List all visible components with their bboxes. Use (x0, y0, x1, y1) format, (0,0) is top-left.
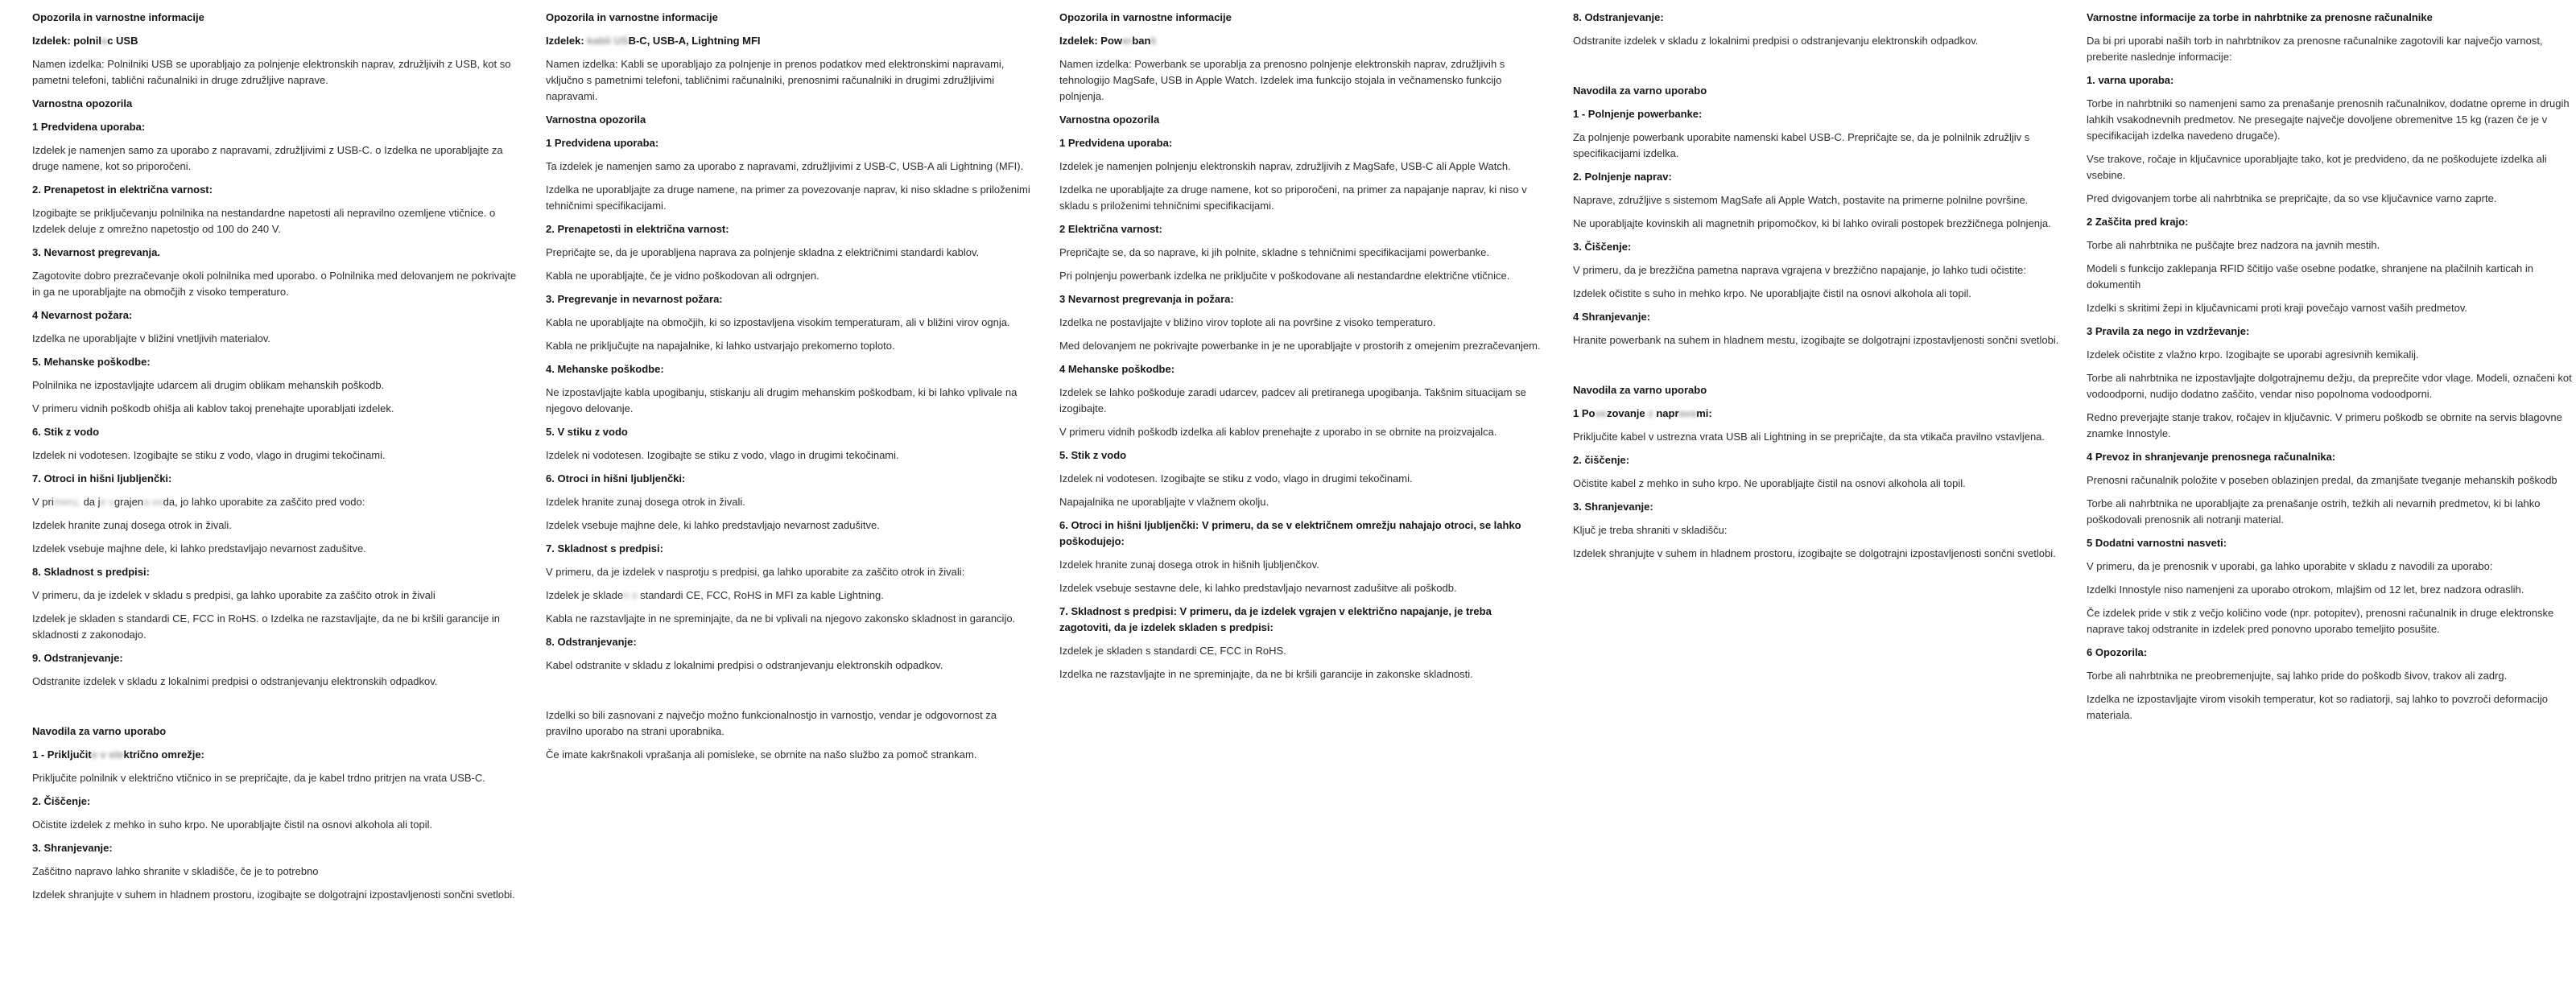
usb-charger-heading-6: 2. Prenapetost in električna varnost: (32, 183, 213, 196)
powerbank-heading-13: 4 Mehanske poškodbe: (1059, 363, 1175, 375)
laptop-bags-heading-17: 5 Dodatni varnostni nasveti: (2087, 537, 2227, 549)
powerbank-paragraph-2: Namen izdelka: Powerbank se uporablja za prenosno polnjenje elektronskih naprav, združljivih s tehnologijo MagSafe, USB in Apple Watch. Izdelek ima funkcijo stojala in večnamensko funkcijo polnjenja. (1059, 58, 1505, 102)
laptop-bags-paragraph-4: Vse trakove, ročaje in ključavnice uporabljajte tako, kot je predvideno, da ne poškodujete izdelka ali vsebine. (2087, 153, 2547, 181)
laptop-bags-paragraph-18: V primeru, da je prenosnik v uporabi, ga lahko uporabite v skladu z navodili za uporabo: (2087, 560, 2493, 572)
powerbank-heading-10: 3 Nevarnost pregrevanja in požara: (1059, 293, 1234, 305)
usb-charger-heading-12: 5. Mehanske poškodbe: (32, 356, 151, 368)
cables-paragraph-28: Če imate kakršnakoli vprašanja ali pomisleke, se obrnite na našo službo za pomoč strankam. (546, 748, 977, 761)
powerbank-heading-4: 1 Predvidena uporaba: (1059, 137, 1173, 149)
powerbank-usage-heading-16 (1573, 406, 2059, 422)
cables-paragraph-25: Kabel odstranite v skladu z lokalnimi predpisi o odstranjevanju elektronskih odpadkov. (546, 659, 943, 671)
powerbank-heading-7: 2 Električna varnost: (1059, 223, 1162, 235)
text-segment: V pri (32, 496, 54, 508)
cables-heading-0: Opozorila in varnostne informacije (546, 11, 718, 23)
laptop-bags-paragraph-11: Izdelek očistite z vlažno krpo. Izogibajte se uporabi agresivnih kemikalij. (2087, 348, 2419, 361)
laptop-bags-heading-10: 3 Pravila za nego in vzdrževanje: (2087, 325, 2250, 337)
powerbank-heading-3: Varnostna opozorila (1059, 113, 1160, 126)
cables-paragraph-11: Kabla ne uporabljajte na območjih, ki so izpostavljena visokim temperaturam, ali v bližini virov ognja. (546, 316, 1010, 328)
usb-charger-paragraph-5: Izdelek je namenjen samo za uporabo z napravami, združljivimi z USB-C. o Izdelka ne uporabljajte za druge namene, kot so priporočeni. (32, 144, 503, 172)
powerbank-usage-heading-12: 4 Shranjevanje: (1573, 311, 1651, 323)
usb-charger-paragraph-16: Izdelek ni vodotesen. Izogibajte se stiku z vodo, vlago in drugimi tekočinami. (32, 449, 386, 461)
powerbank-usage-paragraph-10: V primeru, da je brezžična pametna naprava vgrajena v brezžično napajanje, jo lahko tudi očistite: (1573, 264, 2026, 276)
cables-paragraph-14: Ne izpostavljajte kabla upogibanju, stiskanju ali drugim mehanskim poškodbam, ki bi lahko vplivale na njegovo delovanje. (546, 386, 1018, 414)
laptop-bags-paragraph-7: Torbe ali nahrbtnika ne puščajte brez nadzora na javnih mestih. (2087, 239, 2380, 251)
smudged-text-segment: a vo (143, 496, 163, 508)
text-segment: 1 - Priključit (32, 748, 92, 761)
cables-heading-15: 5. V stiku z vodo (546, 426, 628, 438)
text-segment: zovanje (1606, 407, 1649, 419)
text-segment: da j (83, 496, 101, 508)
column-usb-charger (32, 10, 518, 910)
text-segment: Izdelek: Pow (1059, 35, 1123, 47)
smudged-text-segment: e v ele (91, 748, 124, 761)
cables-paragraph-16: Izdelek ni vodotesen. Izogibajte se stiku z vodo, vlago in drugimi tekočinami. (546, 449, 899, 461)
usb-charger-heading-3: Varnostna opozorila (32, 97, 133, 109)
powerbank-usage-heading-0: 8. Odstranjevanje: (1573, 11, 1664, 23)
powerbank-paragraph-5: Izdelek je namenjen polnjenju elektronskih naprav, združljivih z MagSafe, USB-C ali Apple Watch. (1059, 160, 1511, 172)
cables-paragraph-12: Kabla ne priključujte na napajalnike, ki lahko ustvarjajo prekomerno toploto. (546, 340, 895, 352)
laptop-bags-heading-0: Varnostne informacije za torbe in nahrbtnike za prenosne računalnike (2087, 11, 2433, 23)
usb-charger-heading-21: 8. Skladnost s predpisi: (32, 566, 150, 578)
laptop-bags-paragraph-19: Izdelki Innostyle niso namenjeni za uporabo otrokom, mlajšim od 12 let, brez nadzora odraslih. (2087, 583, 2524, 596)
usb-charger-heading-17: 7. Otroci in hišni ljubljenčki: (32, 472, 172, 484)
smudged-text-segment: e (101, 35, 108, 47)
usb-charger-paragraph-33: Zaščitno napravo lahko shranite v skladišče, če je to potrebno (32, 865, 319, 877)
powerbank-usage-heading-15: Navodila za varno uporabo (1573, 384, 1707, 396)
powerbank-usage-heading-6: 2. Polnjenje naprav: (1573, 171, 1672, 183)
text-segment: Izdelek je sklade (546, 589, 624, 601)
powerbank-paragraph-20: Izdelek hranite zunaj dosega otrok in hišnih ljubljenčkov. (1059, 559, 1319, 571)
usb-charger-spacer-26 (32, 697, 518, 716)
cables-heading-4: 1 Predvidena uporaba: (546, 137, 659, 149)
powerbank-usage-paragraph-22: Izdelek shranjujte v suhem in hladnem prostoru, izogibajte se dolgotrajni izpostavljenosti sončni svetlobi. (1573, 547, 2056, 559)
smudged-text-segment: z (1648, 407, 1653, 419)
column-laptop-bags (2087, 10, 2573, 910)
usb-charger-heading-28 (32, 747, 518, 763)
cables-paragraph-23: Kabla ne razstavljajte in ne spreminjajte, da ne bi vplivali na njegovo zakonsko skladnost in garancijo. (546, 612, 1016, 625)
column-powerbank-usage (1573, 10, 2059, 910)
laptop-bags-paragraph-3: Torbe in nahrbtniki so namenjeni samo za prenašanje prenosnih računalnikov, dodatne opreme in drugih lahkih vsakodnevnih predmetov. Ne presegajte največje dovoljene obremenitve 15 kg (razen če je v specifikacijah izdelka navedeno drugače). (2087, 97, 2570, 142)
powerbank-paragraph-12: Med delovanjem ne pokrivajte powerbanke in je ne uporabljajte v prostorih z omejenim prezračevanjem. (1059, 340, 1541, 352)
cables-paragraph-21: V primeru, da je izdelek v nasprotju s predpisi, ga lahko uporabite za zaščito otrok in živali: (546, 566, 965, 578)
usb-charger-paragraph-22: V primeru, da je izdelek v skladu s predpisi, ga lahko uporabite za zaščito otrok in živali (32, 589, 436, 601)
cables-heading-20: 7. Skladnost s predpisi: (546, 542, 663, 555)
cables-paragraph-19: Izdelek vsebuje majhne dele, ki lahko predstavljajo nevarnost zadušitve. (546, 519, 880, 531)
usb-charger-heading-4: 1 Predvidena uporaba: (32, 121, 146, 133)
smudged-text-segment: kabli US (587, 35, 629, 47)
cables-paragraph-6: Izdelka ne uporabljajte za druge namene, na primer za povezovanje naprav, ki niso skladne s priloženimi tehničnimi specifikacijami. (546, 183, 1030, 212)
usb-charger-paragraph-20: Izdelek vsebuje majhne dele, ki lahko predstavljajo nevarnost zadušitve. (32, 542, 366, 555)
cables-paragraph-8: Prepričajte se, da je uporabljena naprava za polnjenje skladna z električnimi standardi kablov. (546, 246, 980, 258)
powerbank-paragraph-18: Napajalnika ne uporabljajte v vlažnem okolju. (1059, 496, 1269, 508)
powerbank-paragraph-24: Izdelka ne razstavljajte in ne spreminjajte, da ne bi kršili garancije in zakonske skladnosti. (1059, 668, 1473, 680)
usb-charger-heading-32: 3. Shranjevanje: (32, 842, 113, 854)
cables-heading-3: Varnostna opozorila (546, 113, 646, 126)
cables-heading-17: 6. Otroci in hišni ljubljenčki: (546, 472, 686, 484)
laptop-bags-paragraph-13: Redno preverjajte stanje trakov, ročajev in ključavnic. V primeru poškodb se obrnite na servis blagovne znamke Innostyle. (2087, 411, 2562, 439)
usb-charger-paragraph-18 (32, 494, 518, 510)
text-segment: B-C, USB-A, Lightning MFI (628, 35, 761, 47)
cables-heading-24: 8. Odstranjevanje: (546, 636, 637, 648)
laptop-bags-paragraph-20: Če izdelek pride v stik z večjo količino vode (npr. potopitev), prenosni računalnik in druge elektronske naprave takoj odstranite in izdelek pred ponovno uporabo temeljito posušite. (2087, 607, 2554, 635)
powerbank-usage-heading-3: Navodila za varno uporabo (1573, 85, 1707, 97)
laptop-bags-paragraph-1: Da bi pri uporabi naših torb in nahrbtnikov za prenosne računalnike zagotovili kar največjo varnost, preberite naslednje informacije: (2087, 35, 2543, 63)
powerbank-heading-0: Opozorila in varnostne informacije (1059, 11, 1232, 23)
powerbank-paragraph-8: Prepričajte se, da so naprave, ki jih polnite, skladne s tehničnimi specifikacijami powerbanke. (1059, 246, 1489, 258)
powerbank-usage-spacer-2 (1573, 56, 2059, 76)
smudged-text-segment: k (1150, 35, 1157, 47)
powerbank-usage-spacer-14 (1573, 356, 2059, 375)
usb-charger-paragraph-9: Zagotovite dobro prezračevanje okoli polnilnika med uporabo. o Polnilnika med delovanjem ne pokrivajte in ga ne uporabljajte na območjih z visoko temperaturo. (32, 270, 517, 298)
usb-charger-heading-8: 3. Nevarnost pregrevanja. (32, 246, 160, 258)
usb-charger-paragraph-19: Izdelek hranite zunaj dosega otrok in živali. (32, 519, 232, 531)
smudged-text-segment: ve (1595, 407, 1607, 419)
powerbank-paragraph-21: Izdelek vsebuje sestavne dele, ki lahko predstavljajo nevarnost zadušitve ali poškodb. (1059, 582, 1457, 594)
laptop-bags-paragraph-23: Izdelka ne izpostavljajte virom visokih temperatur, kot so radiatorji, saj lahko to povzroči deformacijo materiala. (2087, 693, 2548, 721)
powerbank-usage-paragraph-7: Naprave, združljive s sistemom MagSafe ali Apple Watch, postavite na primerne polnilne površine. (1573, 194, 2029, 206)
smudged-text-segment: e v (100, 496, 114, 508)
laptop-bags-paragraph-9: Izdelki s skritimi žepi in ključavnicami proti kraji povečajo varnost vaših predmetov. (2087, 302, 2467, 314)
cables-heading-7: 2. Prenapetosti in električna varnost: (546, 223, 729, 235)
powerbank-paragraph-6: Izdelka ne uporabljajte za druge namene, kot so priporočeni, na primer za napajanje naprav, ki niso v skladu s priloženimi tehničnimi specifikacijami. (1059, 183, 1527, 212)
cables-paragraph-22 (546, 588, 1032, 604)
powerbank-usage-heading-20: 3. Shranjevanje: (1573, 501, 1653, 513)
powerbank-heading-22: 7. Skladnost s predpisi: V primeru, da je izdelek vgrajen v električno napajanje, je treba zagotoviti, da je izdelek skladen s predpisi: (1059, 605, 1492, 633)
usb-charger-paragraph-23: Izdelek je skladen s standardi CE, FCC in RoHS. o Izdelka ne razstavljajte, da ne bi kršili garancije in skladnosti z zakonodajo. (32, 612, 500, 641)
powerbank-usage-paragraph-17: Priključite kabel v ustrezna vrata USB ali Lightning in se prepričajte, da sta vtikača pravilno vstavljena. (1573, 431, 2046, 443)
powerbank-usage-heading-9: 3. Čiščenje: (1573, 241, 1632, 253)
text-segment: ban (1132, 35, 1151, 47)
cables-paragraph-18: Izdelek hranite zunaj dosega otrok in živali. (546, 496, 745, 508)
usb-charger-heading-15: 6. Stik z vodo (32, 426, 100, 438)
text-segment: grajen (114, 496, 144, 508)
cables-spacer-26 (546, 681, 1032, 700)
powerbank-usage-paragraph-8: Ne uporabljajte kovinskih ali magnetnih pripomočkov, ki bi lahko ovirali postopek brezžičnega polnjenja. (1573, 217, 2051, 229)
text-segment: mi: (1696, 407, 1712, 419)
laptop-bags-paragraph-22: Torbe ali nahrbtnika ne preobremenjujte, saj lahko pride do poškodb šivov, trakov ali zadrg. (2087, 670, 2508, 682)
cables-heading-10: 3. Pregrevanje in nevarnost požara: (546, 293, 723, 305)
powerbank-usage-paragraph-5: Za polnjenje powerbank uporabite namenski kabel USB-C. Prepričajte se, da je polnilnik združljiv s specifikacijami izdelka. (1573, 131, 2030, 159)
text-segment: 1 Po (1573, 407, 1596, 419)
powerbank-paragraph-23: Izdelek je skladen s standardi CE, FCC in RoHS. (1059, 645, 1286, 657)
smudged-text-segment: n s (623, 589, 638, 601)
laptop-bags-paragraph-16: Torbe ali nahrbtnika ne uporabljajte za prenašanje ostrih, težkih ali nevarnih predmetov, ki bi lahko poškodovali prenosnik ali notranji material. (2087, 497, 2541, 526)
usb-charger-paragraph-11: Izdelka ne uporabljajte v bližini vnetljivih materialov. (32, 332, 271, 344)
text-segment: c USB (107, 35, 138, 47)
usb-charger-heading-1 (32, 33, 518, 49)
cables-heading-1 (546, 33, 1032, 49)
usb-charger-paragraph-13: Polnilnika ne izpostavljajte udarcem ali drugim oblikam mehanskih poškodb. (32, 379, 385, 391)
laptop-bags-heading-6: 2 Zaščita pred krajo: (2087, 216, 2189, 228)
powerbank-heading-19: 6. Otroci in hišni ljubljenčki: V primeru, da se v električnem omrežju nahajajo otroci, se lahko poškodujejo: (1059, 519, 1521, 547)
laptop-bags-heading-14: 4 Prevoz in shranjevanje prenosnega računalnika: (2087, 451, 2336, 463)
laptop-bags-paragraph-12: Torbe ali nahrbtnika ne izpostavljajte dolgotrajnemu dežju, da preprečite vdor vlage. Modeli, označeni kot vodoodporni, nudijo dodatno zaščito, vendar niso popolnoma vodoodporni. (2087, 372, 2572, 400)
text-segment: Izdelek: (546, 35, 588, 47)
powerbank-paragraph-17: Izdelek ni vodotesen. Izogibajte se stiku z vodo, vlago in drugimi tekočinami. (1059, 472, 1413, 484)
text-segment: da, jo lahko uporabite za zaščito pred vodo: (163, 496, 365, 508)
laptop-bags-paragraph-15: Prenosni računalnik položite v poseben oblazinjen predal, da zmanjšate tveganje mehanskih poškodb (2087, 474, 2557, 486)
powerbank-paragraph-15: V primeru vidnih poškodb izdelka ali kablov prenehajte z uporabo in se obrnite na proizvajalca. (1059, 426, 1497, 438)
powerbank-paragraph-14: Izdelek se lahko poškoduje zaradi udarcev, padcev ali pretiranega upogibanja. Takšnim situacijam se izogibajte. (1059, 386, 1526, 414)
laptop-bags-heading-2: 1. varna uporaba: (2087, 74, 2174, 86)
usb-charger-heading-10: 4 Nevarnost požara: (32, 309, 133, 321)
laptop-bags-heading-21: 6 Opozorila: (2087, 646, 2148, 658)
powerbank-usage-paragraph-21: Ključ je treba shraniti v skladišču: (1573, 524, 1728, 536)
cables-paragraph-5: Ta izdelek je namenjen samo za uporabo z napravami, združljivimi z USB-C, USB-A ali Lightning (MFI). (546, 160, 1024, 172)
powerbank-heading-1 (1059, 33, 1546, 49)
usb-charger-paragraph-14: V primeru vidnih poškodb ohišja ali kablov takoj prenehajte uporabljati izdelek. (32, 402, 394, 414)
powerbank-usage-paragraph-1: Odstranite izdelek v skladu z lokalnimi predpisi o odstranjevanju elektronskih odpadkov. (1573, 35, 1979, 47)
smudged-text-segment: er (1122, 35, 1133, 47)
usb-charger-heading-27: Navodila za varno uporabo (32, 725, 167, 737)
laptop-bags-paragraph-5: Pred dvigovanjem torbe ali nahrbtnika se prepričajte, da so vse ključavnice varno zaprte. (2087, 192, 2497, 204)
powerbank-paragraph-11: Izdelka ne postavljajte v bližino virov toplote ali na površine z visoko temperaturo. (1059, 316, 1436, 328)
text-segment: ktrično omrežje: (123, 748, 204, 761)
cables-paragraph-2: Namen izdelka: Kabli se uporabljajo za polnjenje in prenos podatkov med elektronskimi napravami, vključno s pametnimi telefoni, tabličnimi računalniki, prenosnimi računalniki in drugimi združljivimi napravami. (546, 58, 1005, 102)
cables-paragraph-27: Izdelki so bili zasnovani z največjo možno funkcionalnostjo in varnostjo, vendar je odgovornost za pravilno uporabo na strani uporabnika. (546, 709, 997, 737)
usb-charger-heading-24: 9. Odstranjevanje: (32, 652, 123, 664)
powerbank-usage-heading-18: 2. čiščenje: (1573, 454, 1630, 466)
usb-charger-heading-30: 2. Čiščenje: (32, 795, 91, 807)
powerbank-usage-paragraph-19: Očistite kabel z mehko in suho krpo. Ne uporabljajte čistil na osnovi alkohola ali topil. (1573, 477, 1966, 489)
powerbank-heading-16: 5. Stik z vodo (1059, 449, 1127, 461)
smudged-text-segment: ava (1678, 407, 1697, 419)
usb-charger-paragraph-31: Očistite izdelek z mehko in suho krpo. Ne uporabljajte čistil na osnovi alkohola ali topil. (32, 818, 433, 831)
usb-charger-paragraph-25: Odstranite izdelek v skladu z lokalnimi predpisi o odstranjevanju elektronskih odpadkov. (32, 675, 438, 687)
smudged-text-segment: meru, (53, 496, 84, 508)
powerbank-usage-heading-4: 1 - Polnjenje powerbanke: (1573, 108, 1703, 120)
column-cables (546, 10, 1032, 910)
powerbank-usage-paragraph-11: Izdelek očistite s suho in mehko krpo. Ne uporabljajte čistil na osnovi alkohola ali topil. (1573, 287, 1971, 299)
usb-charger-paragraph-2: Namen izdelka: Polnilniki USB se uporabljajo za polnjenje elektronskih naprav, združljivih z USB, kot so pametni telefoni, tablični računalniki in druge združljive naprave. (32, 58, 511, 86)
usb-charger-heading-0: Opozorila in varnostne informacije (32, 11, 204, 23)
text-segment: Izdelek: polnil (32, 35, 101, 47)
column-powerbank (1059, 10, 1546, 910)
powerbank-paragraph-9: Pri polnjenju powerbank izdelka ne priključite v poškodovane ali nestandardne električne vtičnice. (1059, 270, 1510, 282)
cables-heading-13: 4. Mehanske poškodbe: (546, 363, 664, 375)
usb-charger-paragraph-29: Priključite polnilnik v električno vtičnico in se prepričajte, da je kabel trdno pritrjen na vrata USB-C. (32, 772, 485, 784)
cables-paragraph-9: Kabla ne uporabljajte, če je vidno poškodovan ali odrgnjen. (546, 270, 819, 282)
usb-charger-paragraph-7: Izogibajte se priključevanju polnilnika na nestandardne napetosti ali nepravilno ozemljene vtičnice. o Izdelek deluje z omrežno napetostjo od 100 do 240 V. (32, 207, 496, 235)
text-segment: standardi CE, FCC, RoHS in MFI za kable Lightning. (637, 589, 884, 601)
laptop-bags-paragraph-8: Modeli s funkcijo zaklepanja RFID ščitijo vaše osebne podatke, shranjene na plačilnih karticah in dokumentih (2087, 262, 2533, 291)
powerbank-usage-paragraph-13: Hranite powerbank na suhem in hladnem mestu, izogibajte se dolgotrajni izpostavljenosti sončni svetlobi. (1573, 334, 2059, 346)
usb-charger-paragraph-34: Izdelek shranjujte v suhem in hladnem prostoru, izogibajte se dolgotrajni izpostavljenosti sončni svetlobi. (32, 888, 515, 901)
text-segment: napr (1653, 407, 1679, 419)
